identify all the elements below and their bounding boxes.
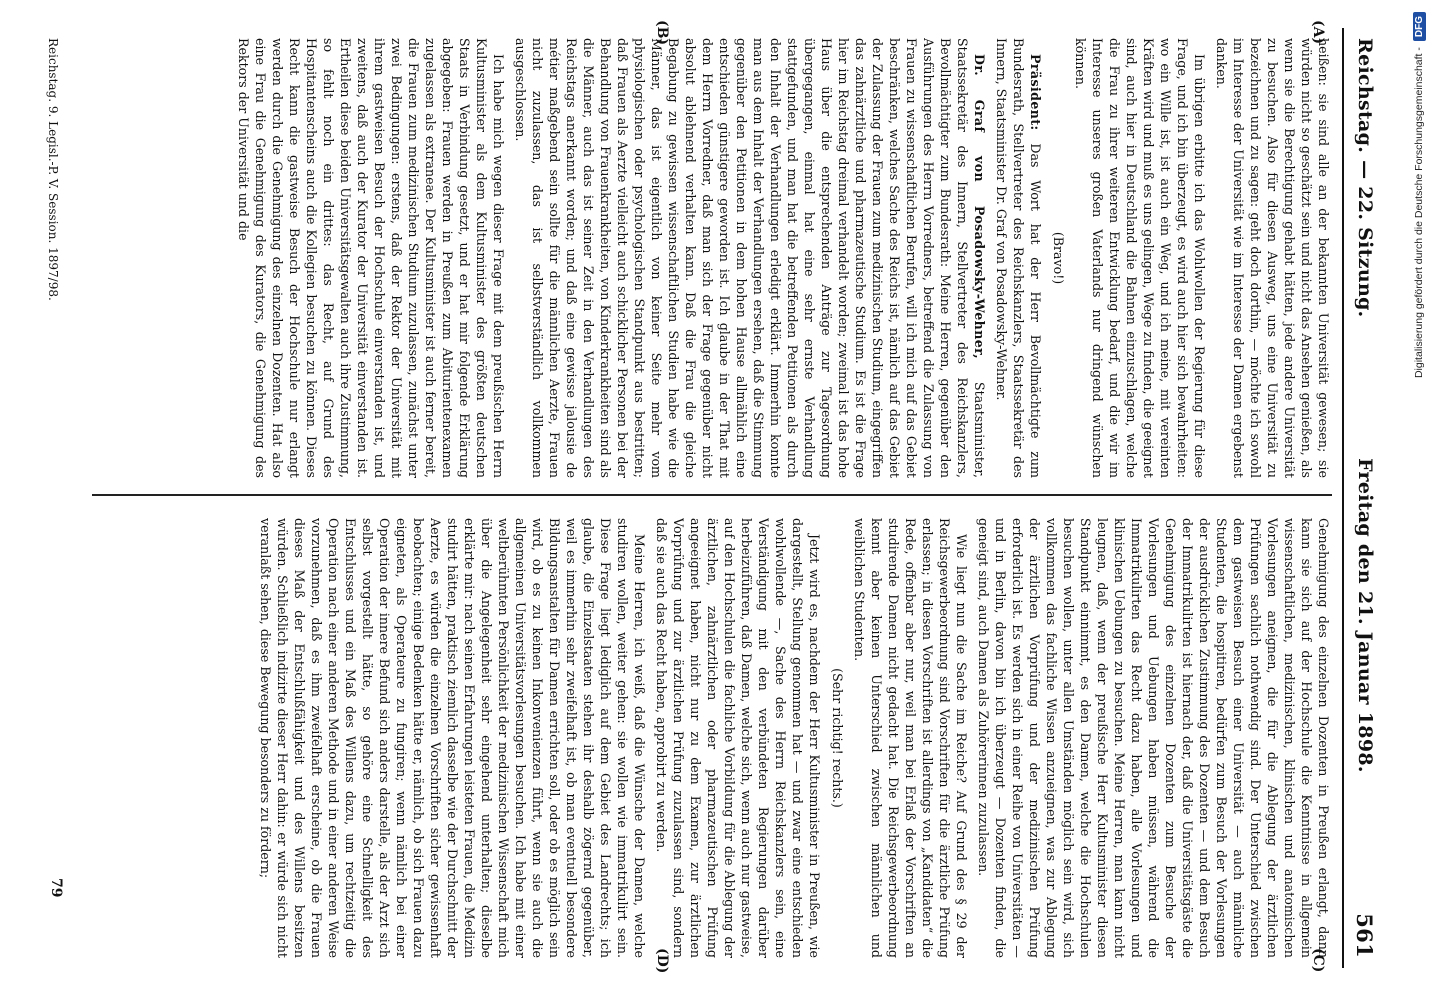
funding-text: Digitalisierung gefördert durch die Deutsche Forschungsgemeinschaft - — [1413, 47, 1425, 379]
paragraph: Im übrigen erbitte ich das Wohlwollen der Regierung für diese Frage, und ich bin überzeugt, es wird auch hier sich bewahrheiten: wo ein Wille ist, ist auch ein Weg, und ich meine, mit vereinten Kräften wird und muß es uns gelingen, Wege zu finden, die geeignet sind, auch hier in Deutschland die Bahnen einzuschlagen, welche die Frau zu ihrer weiteren Entwicklung bedarf, und die wir im Interesse unseres großen Vaterlands nur dringend wünschen können. — [1073, 38, 1207, 478]
paragraph: Wie liegt nun die Sache im Reiche? Auf Grund des § 29 der Reichsgewerbeordnung sind Vorschriften für die ärztliche Prüfung erlassen; in diesen Vorschriften ist allerdings von „Kandidaten“ die Rede, offenbar aber nur, weil man bei Erlaß der Vorschriften an studirende Damen nicht gedacht hat. Die Reichsgewerbeordnung kennt aber keinen Unterschied zwischen männlichen und weiblichen Studenten. — [852, 518, 969, 958]
page-number: 561 — [1352, 913, 1378, 958]
dfg-logo: DFG — [1413, 12, 1426, 41]
paragraph — [512, 38, 988, 478]
column-divider — [92, 494, 1332, 496]
speaker-name: Dr. Graf von Posadowsky-Wehner, — [972, 54, 987, 360]
speaker-name: Präsident: — [1028, 54, 1043, 131]
interjection: (Bravo!) — [1051, 231, 1066, 285]
paragraph-text: Staatsminister, Staatssekretär des Innern, Stellvertreter des Reichskanzlers, Bevollmächtigter zum Bundesrath: Meine Herren, gegenüber den Ausführungen des Herrn Vorredners, betreffend die Zulassung von Frauen zu wissenschaftlichen Berufen, will ich mich auf das Gebiet beschränken, welches Sache des Reichs ist, nämlich auf das Gebiet der Zulassung der Frauen zum medizinischen Studium, eingegriffen das zahnärztliche und pharmazeutische Studium. Es ist die Frage hier im Reichstag dreimal verhandelt worden; zweimal ist das hohe Haus über die entsprechenden Anträge zur Tagesordnung übergegangen, einmal hat eine sehr ernste Verhandlung stattgefunden, und man hat die betreffenden Petitionen als durch den Inhalt der Verhandlungen erledigt erklärt. Immerhin konnte man aus dem Inhalt der Verhandlungen ersehen, daß die Stimmung gegenüber den Petitionen in dem hohen Hause allmählich eine entschieden günstigere geworden ist. Ich glaube in der That mit dem Herrn Vorredner, daß man sich der Frage gegenüber nicht absolut ablehnend verhalten kann. Daß die Frau die gleiche Begabung zu gewissen wissenschaftlichen Studien habe wie die Männer, das ist eigentlich von keiner Seite mehr vom physiologischen oder psychologischen Standpunkt aus bestritten; daß Frauen als Aerzte vielleicht auch schicklicher Personen bei der Behandlung von Frauenkrankheiten, von Kinderkrankheiten sind als die Männer, auch das ist seiner Zeit in den Verhandlungen des Reichstags anerkannt worden; und daß eine gewisse jalousie de métier maßgebend sein sollte für die männlichen Aerzte, Frauen nicht zuzulassen, das ist selbstverständlich vollkommen ausgeschlossen. — [513, 38, 987, 478]
paragraph — [993, 38, 1044, 478]
left-column — [70, 38, 1332, 478]
margin-letter-b: (B) — [654, 20, 670, 46]
digitization-note — [1408, 12, 1430, 988]
paragraph-text: Das Wort hat der Herr Bevollmächtigte zum Bundesrath, Stellvertreter des Reichskanzlers, Staatssekretär des Innern, Staatsminister Dr. Graf von Posadowsky-Wehner. — [994, 38, 1043, 478]
digitization-note-text — [1408, 12, 1430, 988]
rotated-newspaper-page — [22, 18, 1382, 978]
paragraph: Jetzt wird es, nachdem der Herr Kultusminister in Preußen, wie dargestellt, Stellung genommen hat — und zwar eine entschieden wohlwollende —, Sache des Herrn Reichskanzlers sein, eine Verständigung mit den verbündeten Regierungen darüber herbeizuführen, daß Damen, welche sich, wenn auch nur gastweise, auf den Hochschulen die fachliche Vorbildung für die Ablegung der ärztlichen, zahnärztlichen oder pharmazeutischen Prüfung angeeignet haben, nicht nur zu dem Examen, zur ärztlichen Vorprüfung und zur ärztlichen Prüfung zuzulassen sind, sondern daß sie auch das Recht haben, approbirt zu werden. — [654, 518, 822, 958]
header-left: Reichstag. — 22. Sitzung. — [1354, 38, 1376, 318]
margin-letter-d: (D) — [654, 948, 670, 974]
paragraph: Genehmigung des einzelnen Dozenten in Preußen erlangt, dann kann sie sich auf der Hochschule die Kenntnisse in allgemein wissenschaftlichen, medizinischen, klinischen und anatomischen Vorlesungen aneignen, die für die Ablegung der ärztlichen Prüfungen sachlich nothwendig sind. Der Unterschied zwischen dem gastweisen Besuch einer Universität — auch männliche Studenten, die hospitiren, bedürfen zum Besuch der Vorlesungen der ausdrücklichen Zustimmung des Dozenten — und dem Besuch der Immatrikulirten ist hiernach der, daß die Universitätsgäste die Genehmigung des einzelnen Dozenten zum Besuche der Vorlesungen und Uebungen haben müssen, während die Immatrikulirten das Recht dazu haben, alle Vorlesungen und klinischen Uebungen zu besuchen. Meine Herren, man kann nicht leugnen, daß, wenn der preußische Herr Kultusminister diesen Standpunkt einnimmt, es den Damen, welche die Hochschulen besuchen wollen, unter allen Umständen möglich sein wird, sich vollkommen das fachliche Wissen anzueignen, was zur Ablegung der ärztlichen Vorprüfung und der medizinischen Prüfung erforderlich ist. Es werden sich in einer Reihe von Universitäten — und in Berlin, davon bin ich überzeugt — Dozenten finden, die geneigt sind, auch Damen als Zuhörerinnen zuzulassen. — [976, 518, 1331, 958]
footer-session: Reichstag. 9. Legisl.-P. V. Session. 1897/98. — [46, 38, 60, 301]
page-signature: 79 — [48, 878, 64, 898]
interjection: (Sehr richtig! rechts.) — [830, 668, 845, 808]
margin-letter-c: (C) — [1310, 948, 1326, 973]
paragraph: Ich habe mich wegen dieser Frage mit dem preußischen Herrn Kultusminister als dem Kultusminister des größten deutschen Staats in Verbindung gesetzt, und er hat mir folgende Erklärung abgegeben: Frauen werden in Preußen zum Abiturientenexamen zugelassen als extraneae. Der Kultusminister ist auch ferner bereit, die Frauen zum medizinischen Studium zuzulassen, zunächst unter zwei Bedingungen: erstens, daß der Rektor der Universität mit ihrem gastweisen Besuch der Hochschule einverstanden ist, und zweitens, daß auch der Kurator der Universität einverstanden ist. Ertheilen diese beiden Universitätsgewalten auch ihre Zustimmung, so fehlt noch ein drittes: das Recht, auf Grund des Hospitantenscheins auch die Kollegien besuchen zu können. Dieses Recht kann die gastweise Besuch der Hochschule nur erlangt werden durch die Genehmigung des einzelnen Dozenten. Hat also eine Frau die Genehmigung des Kurators, die Genehmigung des Rektors der Universität und die — [236, 38, 506, 478]
margin-letter-a: (A) — [1310, 20, 1326, 45]
paragraph: Meine Herren, ich weiß, daß die Wünsche der Damen, welche studiren wollen, weiter gehen: sie wollen wie immatrikulirt sein. Diese Frage liegt lediglich auf dem Gebiet des Landrechts; ich glaube, die Einzelstaaten stehen ihr deshalb zögernd gegenüber, weil es immerhin sehr zweifelhaft ist, ob man eventuell besondere Bildungsanstalten für Damen errichten soll, oder ob es möglich sein wird, ob es zu keinen Inkonvenienzen führt, wenn sie auch die allgemeinen Universitätsvorlesungen besuchen. Ich habe mit einer weltberühmten Persönlichkeit der medizinischen Wissenschaft mich über die Angelegenheit sehr eingehend unterhalten; dieselbe erklärte mir: nach seinen Erfahrungen leisteten Frauen, die Medizin studirt hätten, praktisch ziemlich dasselbe wie der Durchschnitt der Aerzte, es würden die einzelnen Vorschriften sicher gewissenhaft beobachten; einige Bedenken hätte er, nämlich, ob sich Frauen dazu eigneten, als Operateure zu fungiren; wenn nämlich bei einer Operation der innere Befund sich anders darstelle, als der Arzt sich selbst vorgestellt hätte, so gehöre eine Schnelligkeit des Entschlusses und ein Maß des Willens dazu, um rechtzeitig die Operation nach einer anderen Methode und in einer anderen Weise vorzunehmen, daß es ihm zweifelhaft erscheine, ob die Frauen dieses Maß der Entschlußfähigkeit und des Willens besitzen würden. Schließlich indizirte dieser Herr dahin: er würde sich nicht veranlaßt sehen, diese Bewegung besonders zu fördern; — [258, 518, 647, 958]
right-column — [70, 518, 1332, 958]
header-rule — [1342, 28, 1344, 968]
running-header — [1348, 38, 1382, 958]
paragraph: heißen: sie sind alle an der bekannten Universität gewesen; sie würden nicht so geschätzt sein und nicht das Ansehen genießen, als wenn sie die Berechtigung gehabt hätten, jede andere Universität zu besuchen. Also für diesen Ausweg, uns eine Universität zu bezeichnen und zu sagen: geht doch dorthin, — möchte ich sowohl im Interesse der Universität wie im Interesse der Damen ergebenst danken. — [1214, 38, 1331, 478]
header-date: Freitag den 21. Januar 1898. — [1354, 458, 1376, 773]
